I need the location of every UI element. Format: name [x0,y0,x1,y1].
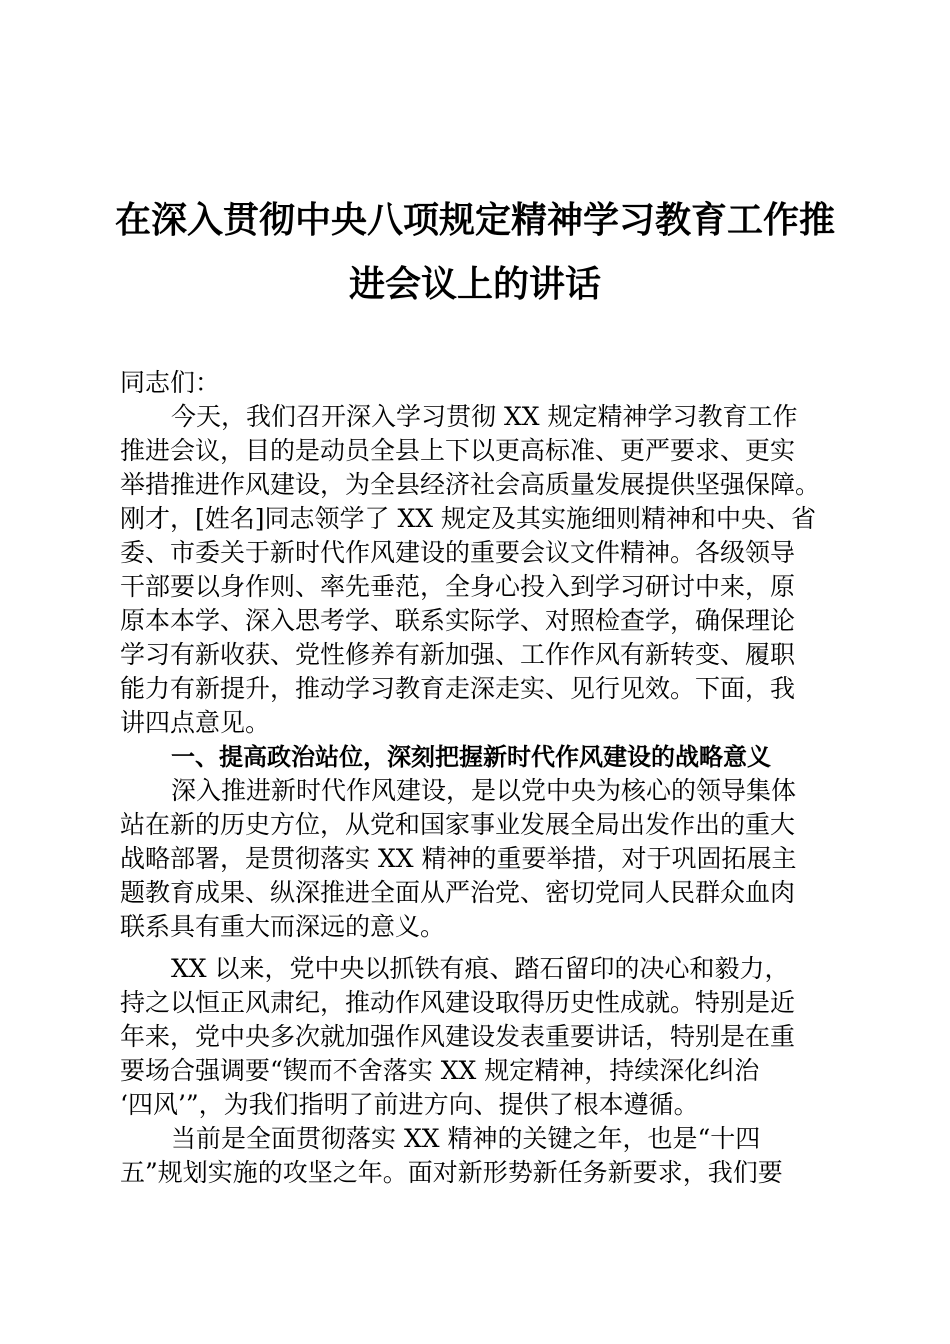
paragraph-line: 战略部署，是贯彻落实 XX 精神的重要举措，对于巩固拓展主 [120,844,797,873]
paragraph-line: 原本本学、深入思考学、联系实际学、对照检查学，确保理论 [120,606,796,635]
paragraph-line: 学习有新收获、党性修养有新加强、工作作风有新转变、履职 [120,640,796,669]
paragraph-line: 推进会议，目的是动员全县上下以更高标准、更严要求、更实 [120,436,796,465]
paragraph-line: 深入推进新时代作风建设，是以党中央为核心的领导集体 [171,776,797,805]
paragraph-line: XX 以来，党中央以抓铁有痕、踏石留印的决心和毅力， [171,954,790,983]
salutation: 同志们： [120,368,221,397]
paragraph-line: 刚才，[姓名]同志领学了 XX 规定及其实施细则精神和中央、省 [120,504,816,533]
paragraph-line: 年来，党中央多次就加强作风建设发表重要讲话，特别是在重 [120,1022,796,1051]
paragraph-line: 讲四点意见。 [120,708,271,737]
paragraph-line: 举措推进作风建设，为全县经济社会高质量发展提供坚强保障。 [120,470,821,499]
paragraph-line: 委、市委关于新时代作风建设的重要会议文件精神。各级领导 [120,538,796,567]
paragraph-line: 联系具有重大而深远的意义。 [120,912,446,941]
paragraph-line: 五”规划实施的攻坚之年。面对新形势新任务新要求，我们要 [120,1158,783,1187]
paragraph-line: 能力有新提升，推动学习教育走深走实、见行见效。下面，我 [120,674,796,703]
document-title-line-2: 进会议上的讲话 [348,263,601,305]
paragraph-line: 要场合强调要“锲而不舍落实 XX 规定精神，持续深化纠治 [120,1056,760,1085]
paragraph-line: 持之以恒正风肃纪，推动作风建设取得历史性成就。特别是近 [120,988,796,1017]
paragraph-line: 题教育成果、纵深推进全面从严治党、密切党同人民群众血肉 [120,878,796,907]
document-title-line-1: 在深入贯彻中央八项规定精神学习教育工作推 [114,199,835,241]
section-heading: 一、提高政治站位，深刻把握新时代作风建设的战略意义 [171,743,771,771]
paragraph-line: 当前是全面贯彻落实 XX 精神的关键之年，也是“十四 [171,1124,761,1153]
paragraph-line: ‘四风’”，为我们指明了前进方向、提供了根本遵循。 [120,1090,699,1119]
paragraph-line: 干部要以身作则、率先垂范，全身心投入到学习研讨中来，原 [120,572,796,601]
paragraph-line: 今天，我们召开深入学习贯彻 XX 规定精神学习教育工作 [171,402,798,431]
paragraph-line: 站在新的历史方位，从党和国家事业发展全局出发作出的重大 [120,810,796,839]
